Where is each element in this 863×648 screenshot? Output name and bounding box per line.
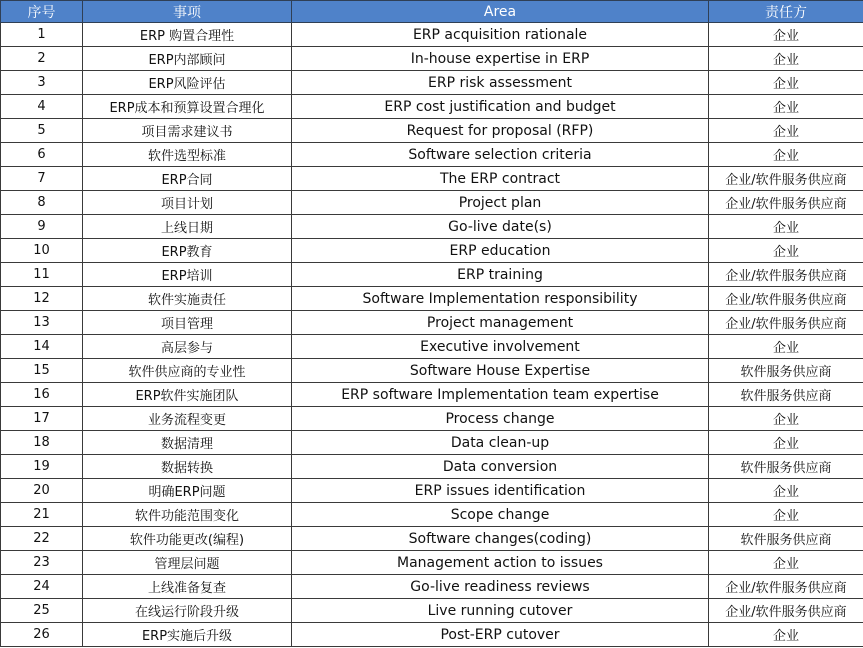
row-number-cell: 19 [1,455,83,479]
table-row [1,119,863,143]
item-cell: 管理层问题 [83,551,292,575]
item-cell: 项目需求建议书 [83,119,292,143]
owner-cell: 软件服务供应商 [709,527,863,551]
item-cell: 在线运行阶段升级 [83,599,292,623]
table-body [1,23,863,647]
table-row [1,191,863,215]
owner-cell: 企业 [709,143,863,167]
row-number-cell: 17 [1,407,83,431]
owner-cell: 企业 [709,335,863,359]
table-row [1,455,863,479]
owner-cell: 企业/软件服务供应商 [709,263,863,287]
area-cell: Software House Expertise [292,359,709,383]
row-number-cell: 9 [1,215,83,239]
owner-cell: 软件服务供应商 [709,455,863,479]
owner-cell: 企业 [709,239,863,263]
owner-cell: 企业 [709,23,863,47]
item-cell: ERP合同 [83,167,292,191]
area-cell: Post-ERP cutover [292,623,709,647]
item-cell: 上线日期 [83,215,292,239]
owner-cell: 企业 [709,479,863,503]
area-cell: ERP training [292,263,709,287]
item-cell: 明确ERP问题 [83,479,292,503]
item-cell: ERP 购置合理性 [83,23,292,47]
area-cell: Live running cutover [292,599,709,623]
item-cell: ERP风险评估 [83,71,292,95]
table-row [1,311,863,335]
row-number-cell: 5 [1,119,83,143]
area-cell: ERP cost justification and budget [292,95,709,119]
area-cell: ERP software Implementation team expertise [292,383,709,407]
row-number-cell: 23 [1,551,83,575]
owner-cell: 企业 [709,551,863,575]
area-cell: In-house expertise in ERP [292,47,709,71]
table-row [1,551,863,575]
area-cell: Data clean-up [292,431,709,455]
table-row [1,47,863,71]
item-cell: 数据清理 [83,431,292,455]
table-row [1,167,863,191]
area-cell: Project plan [292,191,709,215]
owner-cell: 企业/软件服务供应商 [709,311,863,335]
table-row [1,527,863,551]
row-number-cell: 6 [1,143,83,167]
table-row [1,287,863,311]
table-row [1,263,863,287]
owner-cell: 企业 [709,623,863,647]
item-cell: ERP实施后升级 [83,623,292,647]
row-number-cell: 12 [1,287,83,311]
area-cell: ERP education [292,239,709,263]
area-cell: Go-live readiness reviews [292,575,709,599]
item-cell: 软件功能更改(编程) [83,527,292,551]
row-number-cell: 10 [1,239,83,263]
row-number-cell: 20 [1,479,83,503]
row-number-cell: 24 [1,575,83,599]
row-number-cell: 16 [1,383,83,407]
item-cell: ERP软件实施团队 [83,383,292,407]
owner-cell: 企业 [709,47,863,71]
item-cell: 软件供应商的专业性 [83,359,292,383]
row-number-cell: 25 [1,599,83,623]
owner-cell: 企业 [709,215,863,239]
owner-cell: 企业/软件服务供应商 [709,167,863,191]
table-row [1,575,863,599]
row-number-cell: 8 [1,191,83,215]
owner-cell: 企业 [709,71,863,95]
item-cell: 软件选型标准 [83,143,292,167]
area-cell: Data conversion [292,455,709,479]
header-area: Area [292,1,709,23]
table-header-row [1,1,863,23]
row-number-cell: 1 [1,23,83,47]
item-cell: 软件功能范围变化 [83,503,292,527]
row-number-cell: 7 [1,167,83,191]
owner-cell: 企业/软件服务供应商 [709,191,863,215]
area-cell: ERP risk assessment [292,71,709,95]
table-row [1,431,863,455]
table-row [1,599,863,623]
owner-cell: 企业 [709,95,863,119]
header-no: 序号 [1,1,83,23]
owner-cell: 企业 [709,119,863,143]
area-cell: ERP acquisition rationale [292,23,709,47]
area-cell: Executive involvement [292,335,709,359]
table-row [1,335,863,359]
item-cell: 上线准备复查 [83,575,292,599]
owner-cell: 软件服务供应商 [709,383,863,407]
area-cell: The ERP contract [292,167,709,191]
area-cell: Process change [292,407,709,431]
table-row [1,359,863,383]
owner-cell: 软件服务供应商 [709,359,863,383]
area-cell: ERP issues identification [292,479,709,503]
owner-cell: 企业 [709,407,863,431]
table-row [1,407,863,431]
table-row [1,623,863,647]
area-cell: Project management [292,311,709,335]
area-cell: Software Implementation responsibility [292,287,709,311]
owner-cell: 企业 [709,503,863,527]
row-number-cell: 21 [1,503,83,527]
owner-cell: 企业 [709,431,863,455]
table-row [1,71,863,95]
item-cell: ERP培训 [83,263,292,287]
area-cell: Go-live date(s) [292,215,709,239]
table-row [1,479,863,503]
row-number-cell: 14 [1,335,83,359]
row-number-cell: 13 [1,311,83,335]
area-cell: Software selection criteria [292,143,709,167]
area-cell: Scope change [292,503,709,527]
item-cell: 数据转换 [83,455,292,479]
row-number-cell: 15 [1,359,83,383]
row-number-cell: 3 [1,71,83,95]
table-row [1,143,863,167]
owner-cell: 企业/软件服务供应商 [709,575,863,599]
area-cell: Management action to issues [292,551,709,575]
table-row [1,23,863,47]
area-cell: Request for proposal (RFP) [292,119,709,143]
item-cell: ERP成本和预算设置合理化 [83,95,292,119]
row-number-cell: 22 [1,527,83,551]
item-cell: ERP教育 [83,239,292,263]
item-cell: 软件实施责任 [83,287,292,311]
owner-cell: 企业/软件服务供应商 [709,287,863,311]
row-number-cell: 18 [1,431,83,455]
table-row [1,383,863,407]
table-row [1,215,863,239]
row-number-cell: 4 [1,95,83,119]
table-row [1,239,863,263]
area-cell: Software changes(coding) [292,527,709,551]
table-row [1,95,863,119]
row-number-cell: 11 [1,263,83,287]
header-owner: 责任方 [709,1,863,23]
row-number-cell: 2 [1,47,83,71]
item-cell: 高层参与 [83,335,292,359]
table-row [1,503,863,527]
row-number-cell: 26 [1,623,83,647]
item-cell: 项目计划 [83,191,292,215]
owner-cell: 企业/软件服务供应商 [709,599,863,623]
item-cell: 业务流程变更 [83,407,292,431]
item-cell: 项目管理 [83,311,292,335]
header-item: 事项 [83,1,292,23]
item-cell: ERP内部顾问 [83,47,292,71]
